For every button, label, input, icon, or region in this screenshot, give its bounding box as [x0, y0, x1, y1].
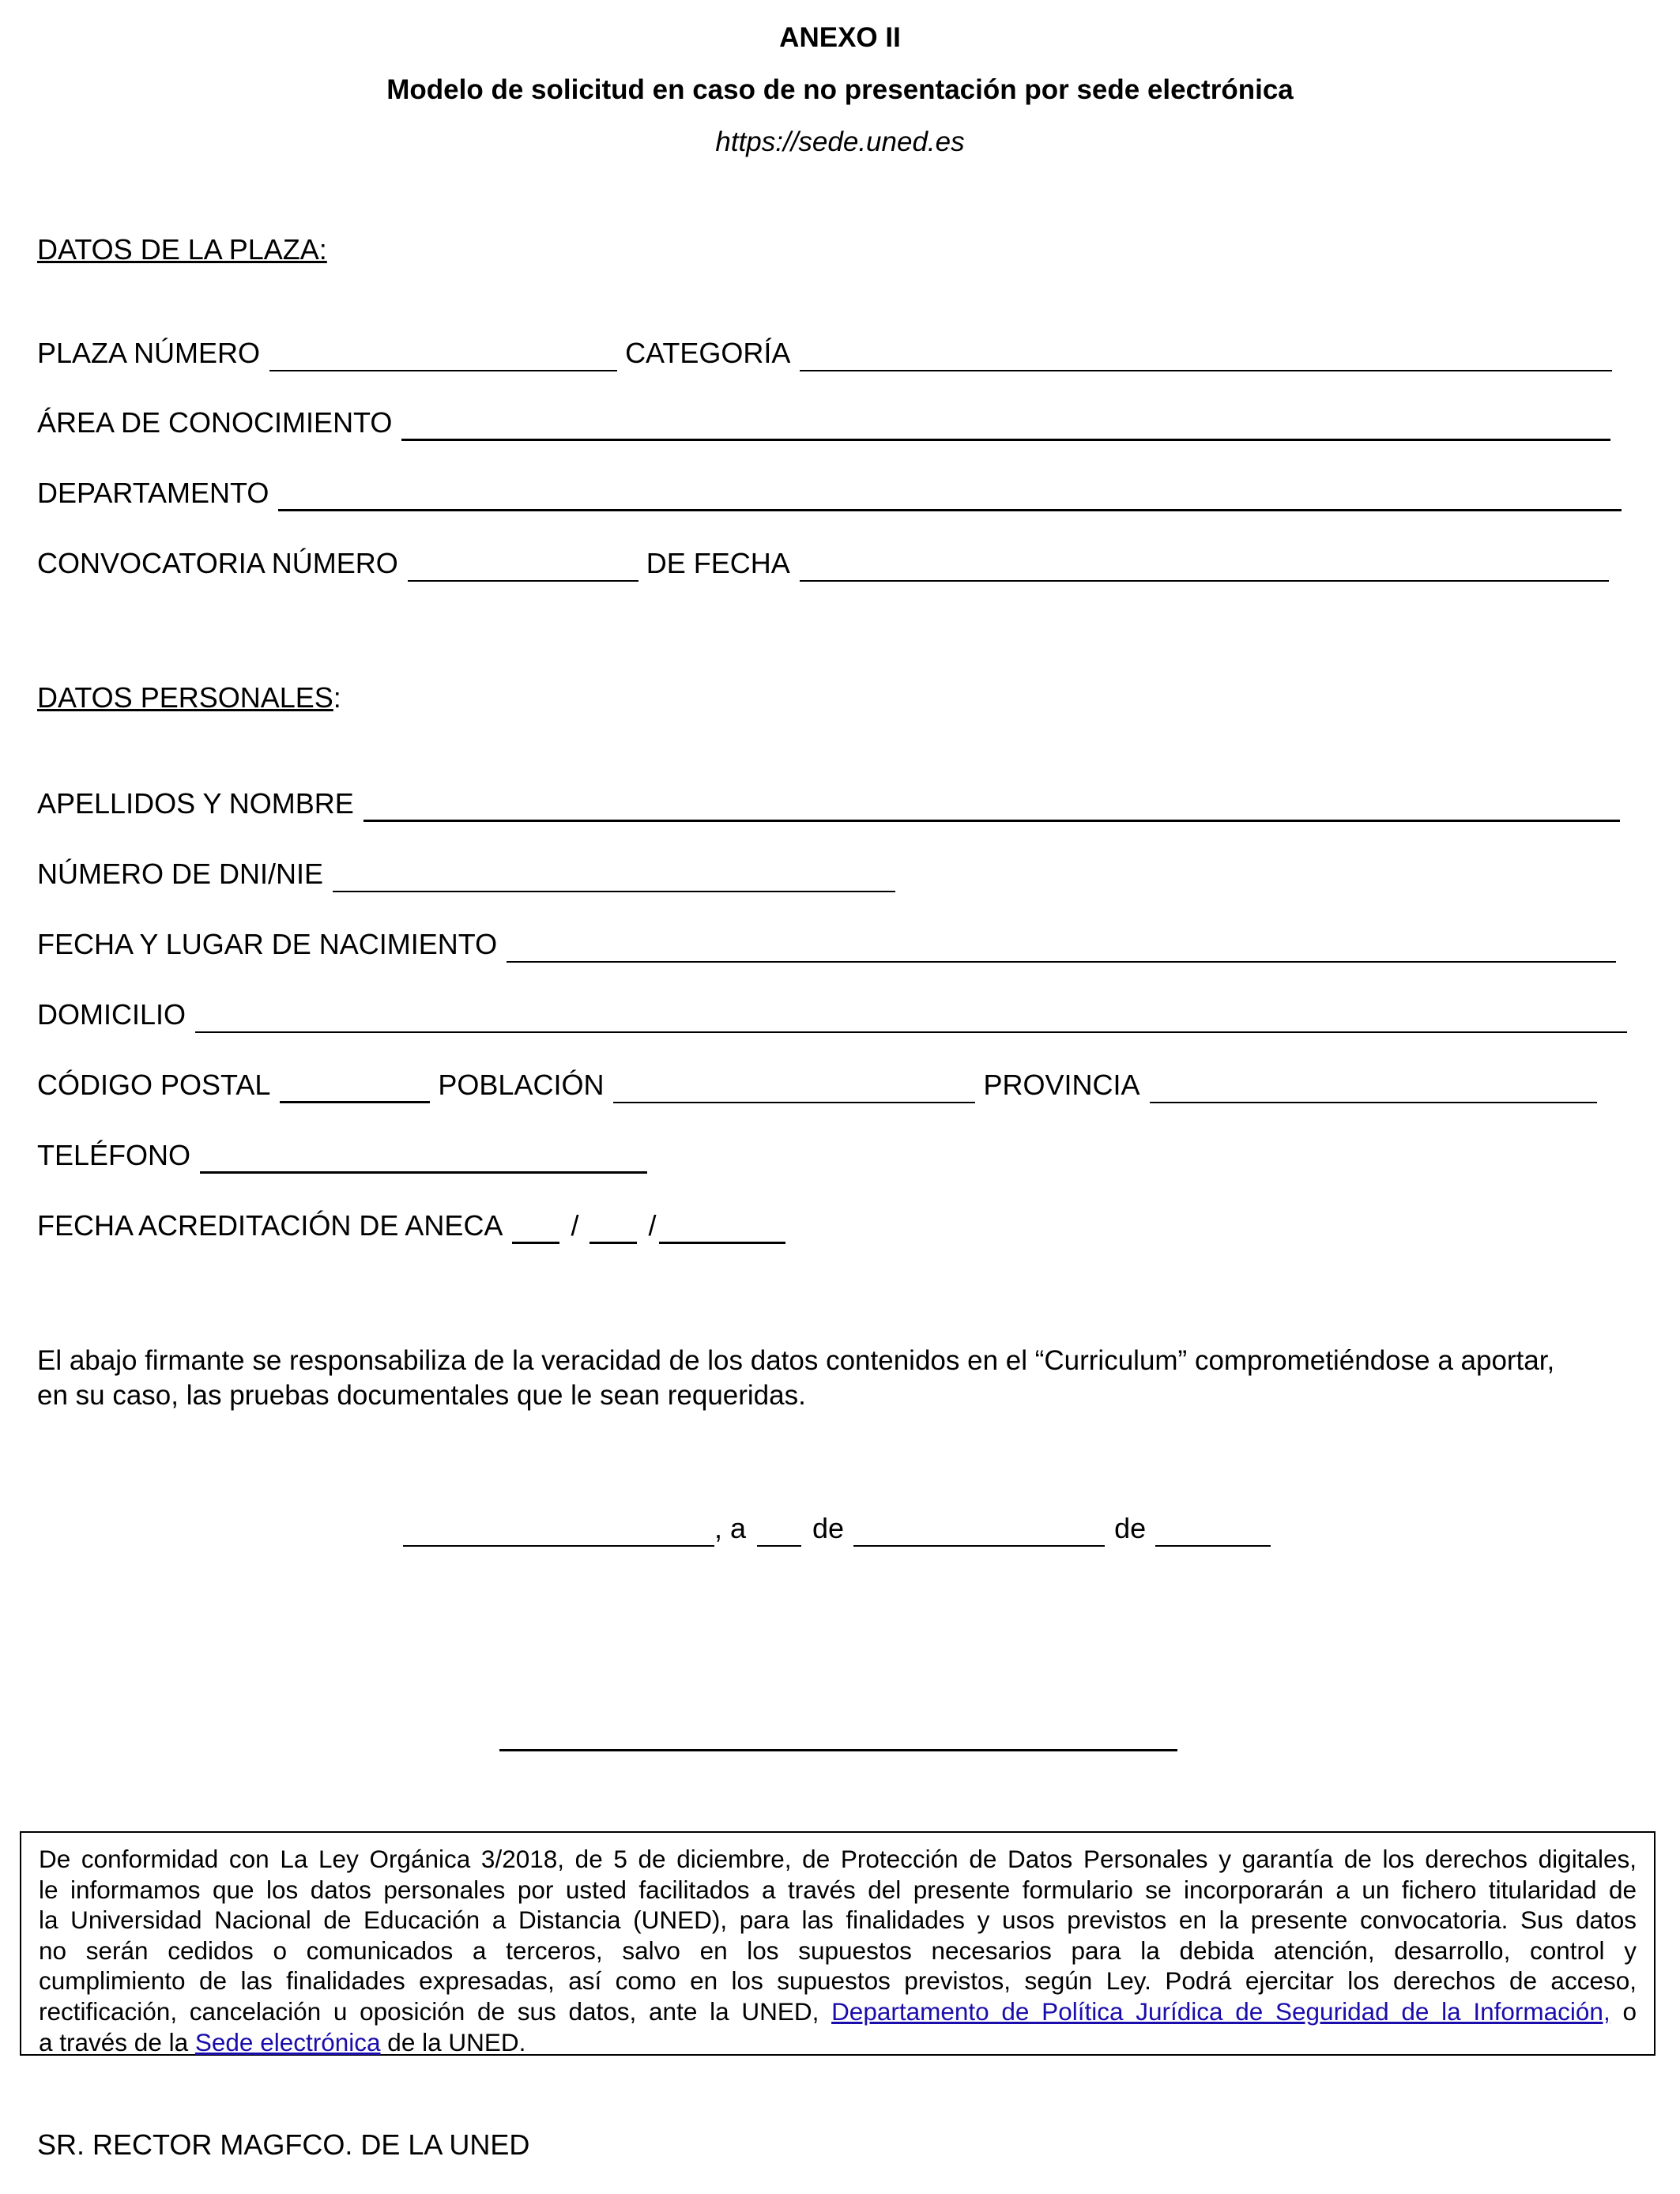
telefono-row	[37, 1134, 647, 1174]
area-label: ÁREA DE CONOCIMIENTO	[37, 406, 393, 439]
domicilio-row	[37, 993, 1627, 1033]
notice-line-1: De conformidad con La Ley Orgánica 3/2018, de 5 de diciembre, de Protección de Datos Personales y garantía de los derechos digitales,	[39, 1845, 1637, 1873]
fecha-lugar-row	[37, 923, 1616, 963]
notice-line-6-end: o	[1622, 1996, 1637, 2026]
telefono-label: TELÉFONO	[37, 1139, 191, 1171]
aneca-slash-2: /	[648, 1209, 657, 1242]
personales-section-heading	[37, 681, 341, 714]
fecha-lugar-field[interactable]	[507, 929, 1616, 963]
sede-url: https://sede.uned.es	[715, 126, 965, 157]
fecha-lugar-label: FECHA Y LUGAR DE NACIMIENTO	[37, 928, 498, 960]
categoria-field[interactable]	[800, 338, 1612, 371]
area-field[interactable]	[401, 407, 1610, 441]
aneca-label: FECHA ACREDITACIÓN DE ANECA	[37, 1209, 503, 1242]
dni-field[interactable]	[333, 859, 895, 892]
plaza-section-heading	[37, 233, 327, 266]
notice-line-7-end: de la UNED.	[387, 2027, 526, 2056]
poblacion-field[interactable]	[613, 1070, 975, 1103]
notice-line-6	[39, 1996, 1637, 2027]
domicilio-field[interactable]	[195, 1000, 1627, 1033]
codigo-postal-label: CÓDIGO POSTAL	[37, 1069, 271, 1101]
departamento-label: DEPARTAMENTO	[37, 477, 269, 509]
aneca-year-field[interactable]	[659, 1210, 785, 1244]
departamento-politica-link[interactable]: Departamento de Política Jurídica de Seguridad de la Información,	[831, 1996, 1610, 2026]
signature-line[interactable]	[499, 1749, 1177, 1751]
declaration-line-2: en su caso, las pruebas documentales que le sean requeridas.	[37, 1380, 806, 1411]
declaration-paragraph	[37, 1344, 1643, 1413]
dni-label: NÚMERO DE DNI/NIE	[37, 858, 324, 890]
codigo-postal-field[interactable]	[280, 1069, 430, 1103]
a-label: , a	[714, 1512, 747, 1544]
notice-line-7-text: a través de la	[39, 2027, 189, 2056]
place-date-row	[403, 1507, 1271, 1547]
plaza-numero-row	[37, 332, 1612, 371]
codigo-postal-row	[37, 1064, 1597, 1103]
convocatoria-numero-field[interactable]	[408, 548, 638, 582]
personales-heading-colon: :	[333, 681, 341, 714]
sede-electronica-link[interactable]: Sede electrónica	[194, 2027, 381, 2056]
year-field[interactable]	[1155, 1514, 1271, 1547]
poblacion-label: POBLACIÓN	[438, 1069, 605, 1101]
personales-heading-text: DATOS PERSONALES	[37, 681, 333, 714]
aneca-row	[37, 1204, 785, 1244]
area-row	[37, 401, 1610, 441]
notice-line-5: cumplimiento de las finalidades expresadas, así como en los supuestos previstos, según Ley. Podrá ejercitar los derechos de acceso,	[39, 1966, 1637, 1996]
provincia-field[interactable]	[1150, 1070, 1597, 1103]
departamento-row	[37, 472, 1622, 511]
notice-line-6-text: rectificación, cancelación u oposición de sus datos, ante la UNED,	[39, 1996, 819, 2026]
apellidos-label: APELLIDOS Y NOMBRE	[37, 787, 354, 820]
convocatoria-row	[37, 542, 1609, 582]
document-subtitle: Modelo de solicitud en caso de no presentación por sede electrónica	[386, 74, 1294, 105]
de-fecha-label: DE FECHA	[646, 547, 790, 579]
aneca-month-field[interactable]	[590, 1210, 637, 1244]
departamento-field[interactable]	[278, 477, 1622, 511]
plaza-numero-field[interactable]	[269, 338, 617, 371]
apellidos-field[interactable]	[363, 788, 1620, 822]
place-field[interactable]	[403, 1514, 714, 1547]
de-label-2: de	[1114, 1512, 1147, 1544]
de-label-1: de	[812, 1512, 845, 1544]
month-field[interactable]	[853, 1514, 1105, 1547]
addressee: SR. RECTOR MAGFCO. DE LA UNED	[37, 2128, 530, 2161]
notice-line-4: no serán cedidos o comunicados a terceros, salvo en los supuestos necesarios para la debida atención, desarrollo, control y	[39, 1936, 1637, 1965]
convocatoria-label: CONVOCATORIA NÚMERO	[37, 547, 398, 579]
aneca-slash-1: /	[571, 1209, 579, 1242]
plaza-numero-label: PLAZA NÚMERO	[37, 337, 261, 369]
notice-line-7	[39, 2027, 1637, 2058]
notice-line-2: le informamos que los datos personales por usted facilitados a través del presente formulario se incorporarán a un fichero titularidad de	[39, 1875, 1637, 1904]
document-title: ANEXO II	[779, 22, 901, 53]
domicilio-label: DOMICILIO	[37, 998, 186, 1031]
provincia-label: PROVINCIA	[983, 1069, 1140, 1101]
telefono-field[interactable]	[200, 1140, 647, 1174]
apellidos-row	[37, 782, 1620, 822]
day-field[interactable]	[757, 1514, 801, 1547]
dni-row	[37, 853, 895, 892]
categoria-label: CATEGORÍA	[625, 337, 791, 369]
data-protection-notice	[20, 1831, 1656, 2056]
notice-line-3: la Universidad Nacional de Educación a Distancia (UNED), para las finalidades y usos previstos en la presente convocatoria. Sus datos	[39, 1906, 1637, 1935]
declaration-line-1: El abajo firmante se responsabiliza de la veracidad de los datos contenidos en el “Curriculum” comprometiéndose a aportar,	[37, 1345, 1555, 1376]
convocatoria-fecha-field[interactable]	[800, 548, 1609, 582]
aneca-day-field[interactable]	[512, 1210, 559, 1244]
plaza-heading-text: DATOS DE LA PLAZA:	[37, 233, 327, 266]
